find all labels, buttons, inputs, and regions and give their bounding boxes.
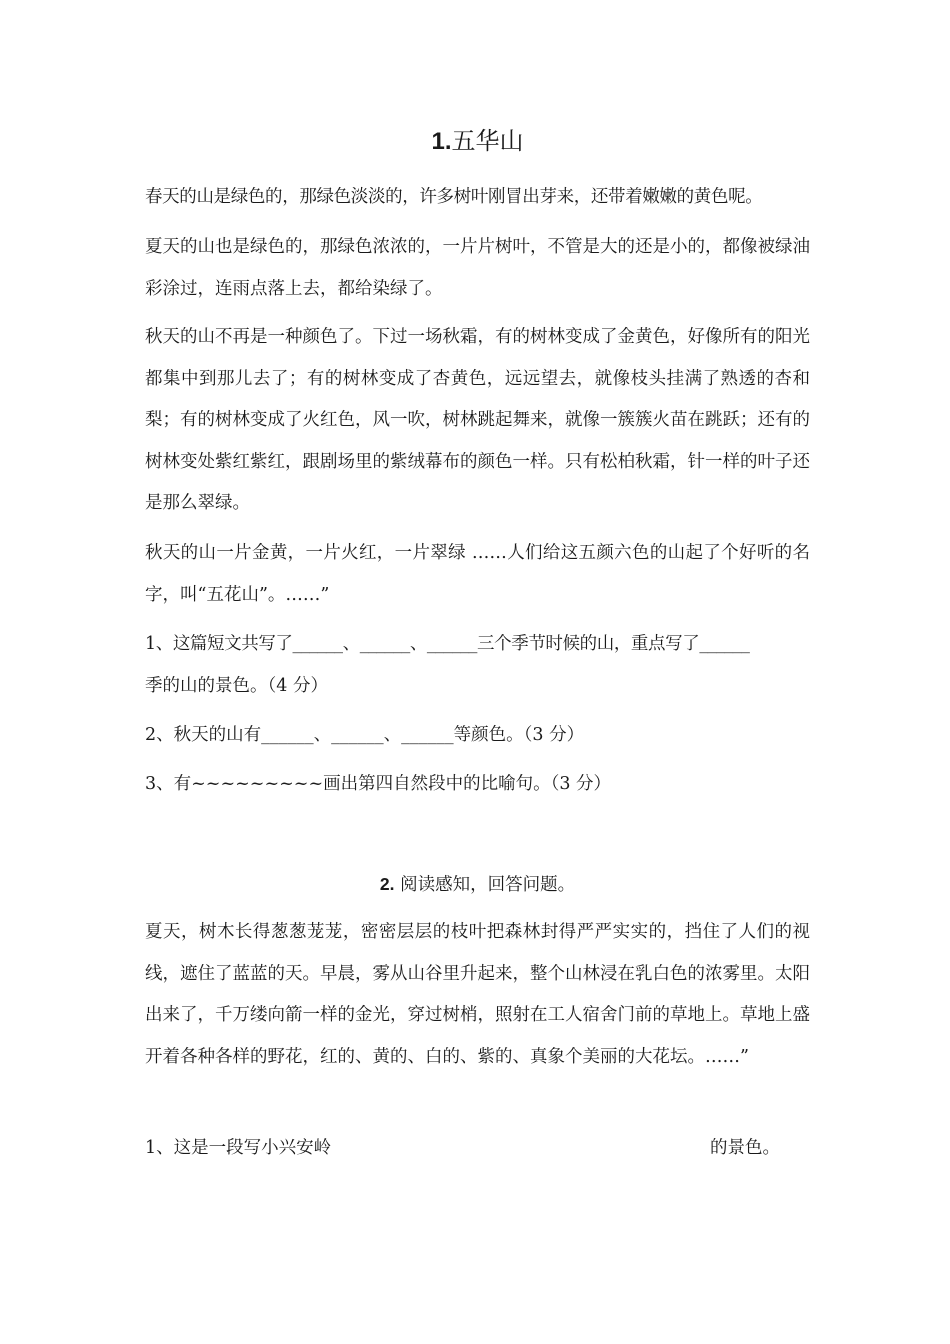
section1-title-text: 五华山 <box>451 127 524 155</box>
section1-question-1-line-2: 季的山的景色。（4 分） <box>145 676 328 696</box>
section2-question-1-suffix: 的景色。 <box>710 1138 780 1158</box>
section1-paragraph-1: 春天的山是绿色的，那绿色淡淡的，许多树叶刚冒出芽来，还带着嫩嫩的黄色呢。 <box>145 187 763 207</box>
section1-paragraph-3: 秋天的山不再是一种颜色了。下过一场秋霜，有的树林变成了金黄色，好像所有的阳光都集中到那儿去了；有的树林变成了杏黄色，远远望去，就像枝头挂满了熟透的杏和梨；有的树林变成了火红色，风一吹，树林跳起舞来，就像一簇簇火苗在跳跃；还有的树林变处紫红紫红，跟剧场里的紫绒幕布的颜色一样。只有松柏秋霜，针一样的叶子还是那么翠绿。 <box>145 327 810 513</box>
section2-heading <box>145 866 810 903</box>
section2-number: 2. <box>379 874 395 894</box>
section1-title <box>145 124 810 159</box>
section1-paragraph-4: 秋天的山一片金黄，一片火红，一片翠绿 ……人们给这五颜六色的山起了个好听的名字，叫“五花山”。……” <box>145 543 810 605</box>
section2-question-1-prefix: 1、这是一段写小兴安岭 <box>145 1138 332 1158</box>
section2-heading-text: 阅读感知，回答问题。 <box>400 875 576 895</box>
section2-question-1 <box>145 1128 810 1170</box>
section1-question-2: 2、秋天的山有______、______、______等颜色。（3 分） <box>145 725 585 745</box>
section1-question-1-line-1: 1、这篇短文共写了______、______、______三个季节时候的山，重点写了______ <box>145 634 750 654</box>
section2-paragraph: 夏天，树木长得葱葱茏茏，密密层层的枝叶把森林封得严严实实的，挡住了人们的视线，遮住了蓝蓝的天。早晨，雾从山谷里升起来，整个山林浸在乳白色的浓雾里。太阳出来了，千万缕向箭一样的金光，穿过树梢，照射在工人宿舍门前的草地上。草地上盛开着各种各样的野花，红的、黄的、白的、紫的、真象个美丽的大花坛。……” <box>145 922 810 1067</box>
section1-question-3: 3、有~~~~~~~~~画出第四自然段中的比喻句。（3 分） <box>145 774 612 794</box>
section1-paragraph-2: 夏天的山也是绿色的，那绿色浓浓的，一片片树叶，不管是大的还是小的，都像被绿油彩涂过，连雨点落上去，都给染绿了。 <box>145 237 810 299</box>
section1-number: 1. <box>431 128 452 155</box>
